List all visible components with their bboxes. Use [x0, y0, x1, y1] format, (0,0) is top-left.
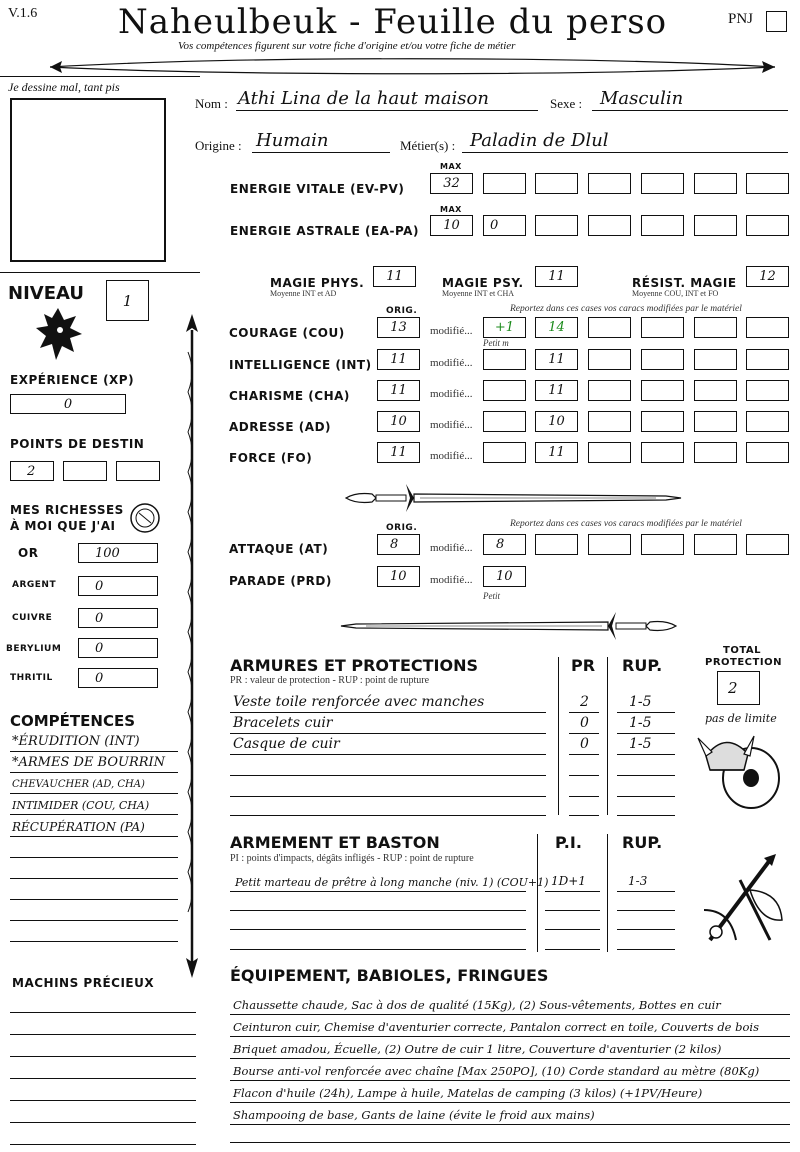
armures-title: ARMURES ET PROTECTIONS [230, 656, 478, 675]
carac-box-cha-5[interactable] [694, 380, 737, 401]
sword-icon [336, 478, 686, 518]
machins-title: MACHINS PRÉCIEUX [12, 976, 155, 990]
carac-mod2-ad[interactable]: 10 [535, 411, 578, 432]
carac-label-ad: ADRESSE (AD) [229, 420, 332, 434]
origine-value[interactable]: Humain [256, 130, 329, 151]
helmet-shield-icon [696, 726, 786, 812]
pnj-checkbox[interactable] [766, 11, 787, 32]
page-separator-left [0, 76, 200, 77]
arme-line-pi-1 [545, 910, 600, 911]
ea-label: ENERGIE ASTRALE (EA-PA) [230, 224, 419, 238]
carac-orig-int[interactable]: 11 [377, 349, 420, 370]
machins-line-3 [10, 1078, 196, 1079]
attaque-box-5[interactable] [694, 534, 737, 555]
arme-rup-0[interactable]: 1-3 [628, 874, 648, 888]
richesse-label-cuivre: CUIVRE [12, 613, 53, 623]
arme-line-pi-2 [545, 929, 600, 930]
armure-name-0[interactable]: Veste toile renforcée avec manches [233, 694, 485, 710]
arme-line-pi-0 [545, 891, 600, 892]
competences-title: COMPÉTENCES [10, 712, 136, 730]
carac-box-cou-4[interactable] [641, 317, 684, 338]
armure-line-pr-2 [569, 754, 599, 755]
carac-mod2-fo[interactable]: 11 [535, 442, 578, 463]
sexe-label: Sexe : [550, 96, 583, 111]
sexe-underline [592, 110, 788, 111]
competence-line-5 [10, 857, 178, 858]
armement-col-divider-1 [537, 834, 538, 952]
machins-line-0 [10, 1012, 196, 1013]
carac-box-ad-4[interactable] [641, 411, 684, 432]
carac-box-fo-4[interactable] [641, 442, 684, 463]
armure-line-rup-1 [617, 733, 675, 734]
arme-line-rup-0 [617, 891, 675, 892]
carac-orig-cha[interactable]: 11 [377, 380, 420, 401]
resist-magie-label: RÉSIST. MAGIE [632, 276, 737, 290]
machins-line-5 [10, 1122, 196, 1123]
machins-line-4 [10, 1100, 196, 1101]
competence-line-0 [10, 751, 178, 752]
portrait-caption: Je dessine mal, tant pis [8, 80, 120, 94]
machins-line-2 [10, 1056, 196, 1057]
attaque-box-4[interactable] [641, 534, 684, 555]
armure-pr-2[interactable]: 0 [580, 736, 589, 752]
ea-box-1[interactable]: 0 [483, 215, 526, 236]
competence-4[interactable]: RÉCUPÉRATION (PA) [12, 820, 145, 834]
competence-line-3 [10, 814, 178, 815]
armure-rup-0[interactable]: 1-5 [629, 694, 652, 710]
richesses-label-1: MES RICHESSES [10, 503, 124, 517]
carac-box-fo-6[interactable] [746, 442, 789, 463]
total-protection-label-1: TOTAL [723, 645, 761, 656]
arme-line-2 [230, 929, 526, 930]
caracs-orig-label: ORIG. [386, 306, 418, 316]
carac-box-cou-5[interactable] [694, 317, 737, 338]
metier-underline [462, 152, 788, 153]
ev-label: ENERGIE VITALE (EV-PV) [230, 182, 405, 196]
carac-box-cha-6[interactable] [746, 380, 789, 401]
arme-line-rup-1 [617, 910, 675, 911]
destin-label: POINTS DE DESTIN [10, 437, 145, 451]
armure-pr-1[interactable]: 0 [580, 715, 589, 731]
carac-label-int: INTELLIGENCE (INT) [229, 358, 372, 372]
nom-underline [236, 110, 538, 111]
dragon-icon [30, 304, 86, 366]
armement-subtitle: PI : points d'impacts, dégâts infligés - RUP : point de rupture [230, 853, 474, 864]
page-title: Naheulbeuk - Feuille du perso [118, 2, 668, 42]
niveau-label: NIVEAU [8, 283, 84, 304]
equipement-line-4 [230, 1102, 790, 1103]
richesse-box-argent[interactable]: 0 [78, 576, 158, 596]
machins-line-6 [10, 1144, 196, 1145]
carac-orig-cou[interactable]: 13 [377, 317, 420, 338]
destin-box-1[interactable]: 2 [10, 461, 54, 481]
pnj-label: PNJ [728, 11, 754, 27]
armure-line-pr-4 [569, 796, 599, 797]
competence-2[interactable]: CHEVAUCHER (AD, CHA) [12, 779, 145, 790]
armure-name-1[interactable]: Bracelets cuir [233, 715, 333, 731]
arme-line-pi-3 [545, 949, 600, 950]
carac-mod1-ad[interactable] [483, 411, 526, 432]
equipement-line-2 [230, 1058, 790, 1059]
armement-col-rup: RUP. [622, 833, 663, 852]
attaque-box-6[interactable] [746, 534, 789, 555]
armure-line-2 [230, 754, 546, 755]
header-arrow-decoration [40, 54, 785, 78]
magie-phys-box[interactable]: 11 [373, 266, 416, 287]
carac-mod2-cou[interactable]: 14 [535, 317, 578, 338]
armure-line-pr-3 [569, 775, 599, 776]
arme-line-3 [230, 949, 526, 950]
parade-sub: Petit [483, 591, 500, 601]
coin-icon [128, 501, 162, 535]
ev-box-3[interactable] [588, 173, 631, 194]
carac-box-int-3[interactable] [588, 349, 631, 370]
ev-max-box[interactable]: 32 [430, 173, 473, 194]
equipement-line-6 [230, 1142, 790, 1143]
armure-pr-0[interactable]: 2 [580, 694, 589, 710]
carac-label-cou: COURAGE (COU) [229, 326, 345, 340]
armures-col-rup: RUP. [622, 656, 663, 675]
competence-line-8 [10, 920, 178, 921]
armure-line-1 [230, 733, 546, 734]
richesse-label-argent: ARGENT [12, 580, 57, 590]
armure-line-3 [230, 775, 546, 776]
carac-label-cha: CHARISME (CHA) [229, 389, 350, 403]
resist-magie-box[interactable]: 12 [746, 266, 789, 287]
magie-psy-note: Moyenne INT et CHA [442, 289, 515, 298]
carac-orig-fo[interactable]: 11 [377, 442, 420, 463]
arme-line-1 [230, 910, 526, 911]
carac-box-cha-4[interactable] [641, 380, 684, 401]
equipement-line-text-1[interactable]: Ceinturon cuir, Chemise d'aventurier correcte, Pantalon correct en toile, Couverts de bois [233, 1020, 760, 1034]
portrait-frame[interactable] [10, 98, 166, 262]
parade-mod-box[interactable]: 10 [483, 566, 526, 587]
armure-rup-2[interactable]: 1-5 [629, 736, 652, 752]
sword-icon-2 [336, 606, 686, 646]
richesse-box-cuivre[interactable]: 0 [78, 608, 158, 628]
destin-box-3[interactable] [116, 461, 160, 481]
metier-value[interactable]: Paladin de Dlul [470, 130, 609, 151]
armure-line-rup-2 [617, 754, 675, 755]
equipement-line-1 [230, 1036, 790, 1037]
carac-modifie-cha: modifié... [430, 388, 473, 400]
richesses-label-2: À MOI QUE J'AI [10, 519, 116, 533]
arme-line-rup-3 [617, 949, 675, 950]
competence-line-6 [10, 878, 178, 879]
armure-line-rup-3 [617, 775, 675, 776]
attaque-modifie: modifié... [430, 542, 473, 554]
metier-label: Métier(s) : [400, 138, 456, 153]
armure-line-pr-5 [569, 815, 599, 816]
carac-mod1-cou[interactable]: +1 [483, 317, 526, 338]
carac-box-int-4[interactable] [641, 349, 684, 370]
spear-decoration [180, 312, 204, 980]
competence-line-9 [10, 941, 178, 942]
carac-label-fo: FORCE (FO) [229, 451, 313, 465]
armure-line-rup-5 [617, 815, 675, 816]
carac-mod1-fo[interactable] [483, 442, 526, 463]
nom-label: Nom : [195, 96, 228, 111]
carac-mod2-int[interactable]: 11 [535, 349, 578, 370]
carac-box-cou-3[interactable] [588, 317, 631, 338]
combat-note: Reportez dans ces cases vos caracs modifiées par le matériel [510, 519, 742, 529]
carac-modifie-int: modifié... [430, 357, 473, 369]
competence-line-4 [10, 836, 178, 837]
carac-modifie-fo: modifié... [430, 450, 473, 462]
carac-modifie-ad: modifié... [430, 419, 473, 431]
competence-3[interactable]: INTIMIDER (COU, CHA) [12, 799, 150, 812]
equipement-line-3 [230, 1080, 790, 1081]
arme-name-0[interactable]: Petit marteau de prêtre à long manche (niv. 1) (COU+1) [235, 876, 549, 889]
magie-psy-label: MAGIE PSY. [442, 276, 524, 290]
armures-col-divider-1 [558, 657, 559, 815]
ea-box-4[interactable] [641, 215, 684, 236]
armement-col-pi: P.I. [555, 833, 582, 852]
armement-title: ARMEMENT ET BASTON [230, 833, 440, 852]
ev-box-2[interactable] [535, 173, 578, 194]
carac-mod1-cha[interactable] [483, 380, 526, 401]
carac-mod2-cha[interactable]: 11 [535, 380, 578, 401]
arme-pi-0[interactable]: 1D+1 [551, 874, 586, 888]
experience-label: EXPÉRIENCE (XP) [10, 373, 135, 387]
magie-phys-note: Moyenne INT et AD [270, 289, 337, 298]
attaque-label: ATTAQUE (AT) [229, 542, 329, 556]
equipement-line-text-3[interactable]: Bourse anti-vol renforcée avec chaîne [Max 250PO], (10) Corde standard au mètre (80Kg) [233, 1064, 760, 1078]
destin-box-2[interactable] [63, 461, 107, 481]
carac-box-ad-6[interactable] [746, 411, 789, 432]
competence-line-2 [10, 793, 178, 794]
richesse-label-thritil: THRITIL [10, 673, 53, 683]
carac-box-cou-6[interactable] [746, 317, 789, 338]
armement-col-divider-2 [607, 834, 608, 952]
arme-line-0 [230, 891, 526, 892]
machins-line-1 [10, 1034, 196, 1035]
carac-box-int-5[interactable] [694, 349, 737, 370]
arme-line-rup-2 [617, 929, 675, 930]
pas-de-limite-label: pas de limite [705, 712, 777, 725]
equipement-line-text-0[interactable]: Chaussette chaude, Sac à dos de qualité (15Kg), (2) Sous-vêtements, Bottes en cuir [233, 998, 721, 1012]
armures-col-divider-2 [607, 657, 608, 815]
armure-name-2[interactable]: Casque de cuir [233, 736, 340, 752]
ev-box-5[interactable] [694, 173, 737, 194]
competence-line-7 [10, 899, 178, 900]
carac-box-cha-3[interactable] [588, 380, 631, 401]
richesse-box-thritil[interactable]: 0 [78, 668, 158, 688]
niveau-box[interactable]: 1 [106, 280, 149, 321]
resist-magie-note: Moyenne COU, INT et FO [632, 289, 719, 298]
armure-line-pr-1 [569, 733, 599, 734]
richesse-label-berylium: BERYLIUM [6, 644, 62, 654]
carac-mod1-int[interactable] [483, 349, 526, 370]
armure-line-rup-0 [617, 712, 675, 713]
equipement-line-text-5[interactable]: Shampooing de base, Gants de laine (évite le froid aux mains) [233, 1108, 595, 1122]
carac-box-fo-3[interactable] [588, 442, 631, 463]
carac-orig-ad[interactable]: 10 [377, 411, 420, 432]
carac-sub-cou: Petit m [483, 338, 509, 348]
magie-phys-label: MAGIE PHYS. [270, 276, 365, 290]
total-protection-label-2: PROTECTION [705, 657, 782, 668]
ea-max-label: MAX [440, 205, 462, 214]
ea-box-2[interactable] [535, 215, 578, 236]
nom-value[interactable]: Athi Lina de la haut maison [238, 88, 489, 109]
equipement-line-text-4[interactable]: Flacon d'huile (24h), Lampe à huile, Matelas de camping (3 kilos) (+1PV/Heure) [233, 1086, 703, 1100]
carac-box-int-6[interactable] [746, 349, 789, 370]
equipement-line-text-2[interactable]: Briquet amadou, Écuelle, (2) Outre de cuir 1 litre, Couverture d'aventurier (2 kilos) [233, 1042, 722, 1056]
magie-psy-box[interactable]: 11 [535, 266, 578, 287]
armures-subtitle: PR : valeur de protection - RUP : point de rupture [230, 675, 430, 686]
attaque-orig-box[interactable]: 8 [377, 534, 420, 555]
attaque-mod-box[interactable]: 8 [483, 534, 526, 555]
equipement-line-0 [230, 1014, 790, 1015]
carac-box-fo-5[interactable] [694, 442, 737, 463]
origine-underline [252, 152, 390, 153]
armure-rup-1[interactable]: 1-5 [629, 715, 652, 731]
caracs-note: Reportez dans ces cases vos caracs modifiées par le matériel [510, 304, 742, 314]
ea-max-box[interactable]: 10 [430, 215, 473, 236]
carac-box-ad-3[interactable] [588, 411, 631, 432]
sexe-value[interactable]: Masculin [600, 88, 684, 109]
ev-box-4[interactable] [641, 173, 684, 194]
ea-box-6[interactable] [746, 215, 789, 236]
experience-box[interactable]: 0 [10, 394, 126, 414]
armure-line-rup-4 [617, 796, 675, 797]
equipement-title: ÉQUIPEMENT, BABIOLES, FRINGUES [230, 966, 549, 985]
armures-col-pr: PR [571, 656, 596, 675]
competence-1[interactable]: *ARMES DE BOURRIN [12, 755, 166, 770]
parade-modifie: modifié... [430, 574, 473, 586]
parade-orig-box[interactable]: 10 [377, 566, 420, 587]
version-label: V.1.6 [8, 6, 38, 21]
ev-max-label: MAX [440, 162, 462, 171]
attaque-box-3[interactable] [588, 534, 631, 555]
left-column-divider [0, 272, 200, 273]
origine-label: Origine : [195, 138, 242, 153]
armure-line-5 [230, 815, 546, 816]
total-protection-box[interactable]: 2 [717, 671, 760, 705]
richesse-box-berylium[interactable]: 0 [78, 638, 158, 658]
ea-box-5[interactable] [694, 215, 737, 236]
ea-box-3[interactable] [588, 215, 631, 236]
competence-line-1 [10, 772, 178, 773]
parade-label: PARADE (PRD) [229, 574, 332, 588]
weapons-icon [690, 850, 790, 950]
richesse-label-or: OR [18, 546, 39, 560]
carac-box-ad-5[interactable] [694, 411, 737, 432]
richesse-box-or[interactable]: 100 [78, 543, 158, 563]
ev-box-6[interactable] [746, 173, 789, 194]
armure-line-pr-0 [569, 712, 599, 713]
attaque-box-2[interactable] [535, 534, 578, 555]
combat-orig-label: ORIG. [386, 523, 418, 533]
armure-line-0 [230, 712, 546, 713]
ev-box-1[interactable] [483, 173, 526, 194]
carac-modifie-cou: modifié... [430, 325, 473, 337]
armure-line-4 [230, 796, 546, 797]
page-subtitle: Vos compétences figurent sur votre fiche d'origine et/ou votre fiche de métier [178, 40, 516, 52]
competence-0[interactable]: *ÉRUDITION (INT) [12, 734, 140, 749]
equipement-line-5 [230, 1124, 790, 1125]
